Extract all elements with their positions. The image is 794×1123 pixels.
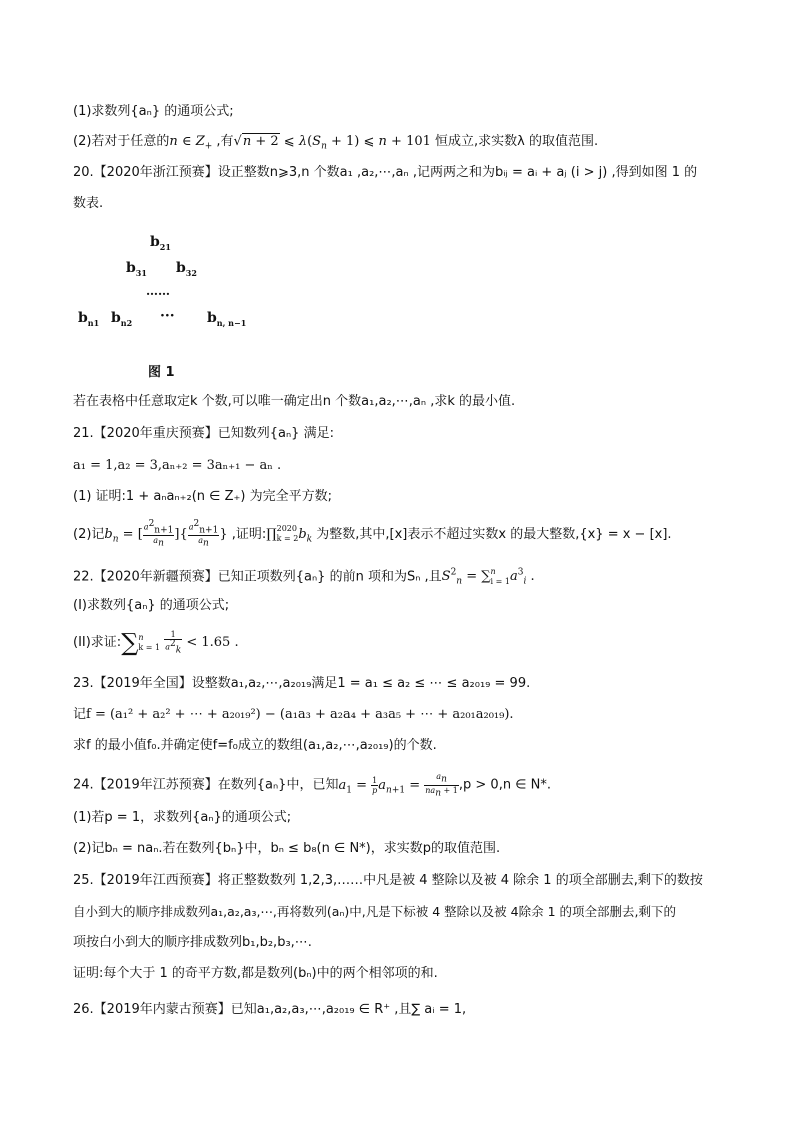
q20-stem: 20.【2020年浙江预赛】设正整数n⩾3,n 个数a₁ ,a₂,⋯,aₙ ,记两两之和为bᵢⱼ = aᵢ + aⱼ (i > j) ,得到如图 1 的 <box>73 165 698 180</box>
q25-prove: 证明:每个大于 1 的奇平方数,都是数列(bₙ)中的两个相邻项的和. <box>73 966 438 981</box>
q23-stem: 23.【2019年全国】设整数a₁,a₂,⋯,a₂₀₁₉满足1 = a₁ ≤ a₂ ≤ ⋯ ≤ a₂₀₁₉ = 99. <box>73 676 531 691</box>
q25-stem: 25.【2019年江西预赛】将正整数数列 1,2,3,……中凡是被 4 整除以及被 4 除余 1 的项全部删去,剩下的数按 <box>73 873 703 888</box>
q22-part2: (II)求证:∑ n k = 1 $\frac{1}{a^2_k}$ < 1.65 . <box>73 628 239 657</box>
cell-bnn-1: $b_{n, n-1}$ <box>207 310 247 328</box>
q25-stem-cont2: 项按白小到大的顺序排成数列b₁,b₂,b₃,⋯. <box>73 935 312 950</box>
q23-question: 求f 的最小值f₀.并确定使f=f₀成立的数组(a₁,a₂,⋯,a₂₀₁₉)的个数. <box>73 738 437 753</box>
cell-b32: $b_{32}$ <box>176 260 197 278</box>
cell-bn2: $b_{n2}$ <box>111 310 133 328</box>
q24-stem: 24.【2019年江苏预赛】在数列{aₙ}中，已知$a_1$ = $\frac{1}{p}$ $a_{n+1}$ = $\frac{a_n}{na_n + 1}$ ,p > 0,n ∈ N*. <box>73 772 552 799</box>
q21-part2: (2)记$b_n$ = [ $\frac{a^2_{n+1}}{a_n}$ ]{ $\frac{a^2_{n+1}}{a_n}$ } ,证明:∏ 2020 k = 2 $b_k$ 为整数,其中,[x]表示不超过实数x 的最大整数,{x} = x − [x]. <box>73 519 672 549</box>
q24-part2: (2)记bₙ = naₙ.若在数列{bₙ}中，bₙ ≤ b₈(n ∈ N*)，求实数p的取值范围. <box>73 841 501 856</box>
q24-part1: (1)若p = 1，求数列{aₙ}的通项公式; <box>73 810 292 825</box>
q20-question: 若在表格中任意取定k 个数,可以唯一确定出n 个数a₁,a₂,⋯,aₙ ,求k 的最小值. <box>73 394 516 409</box>
q26-stem: 26.【2019年内蒙古预赛】已知a₁,a₂,a₃,⋯,a₂₀₁₉ ∈ R⁺ ,且∑ aᵢ = 1, <box>73 1002 467 1017</box>
q19-part1: (1)求数列{aₙ} 的通项公式; <box>73 104 234 119</box>
q21-condition: a₁ = 1,a₂ = 3,aₙ₊₂ = 3aₙ₊₁ − aₙ . <box>73 458 282 473</box>
q21-stem: 21.【2020年重庆预赛】已知数列{aₙ} 满足: <box>73 426 334 441</box>
cell-bn1: $b_{n1}$ <box>78 310 100 328</box>
q19-part2: (2)若对于任意的n ∈ $Z_+$ ,有√n + 2 ⩽ $\lambda(S_n + 1)$ ⩽ n + 101 恒成立,求实数λ 的取值范围. <box>73 134 599 152</box>
cell-b21: $b_{21}$ <box>150 234 171 252</box>
dots-row: ··· <box>160 308 175 324</box>
q22-stem: 22.【2020年新疆预赛】已知正项数列{aₙ} 的前n 项和为Sₙ ,且$S^2_n$ = ∑ n i = 1 $a^3_i$ . <box>73 566 535 587</box>
q22-part1: (I)求数列{aₙ} 的通项公式; <box>73 598 230 613</box>
q25-stem-cont: 自小到大的顺序排成数列a₁,a₂,a₃,⋯,再将数列(aₙ)中,凡是下标被 4 整除以及被 4除余 1 的项全部删去,剩下的 <box>73 904 676 919</box>
cell-b31: $b_{31}$ <box>126 260 147 278</box>
q20-stem-cont: 数表. <box>73 196 104 211</box>
figure-caption: 图 1 <box>148 365 175 380</box>
dots-middle: …… <box>146 284 170 298</box>
q21-part1: (1) 证明:1 + aₙaₙ₊₂(n ∈ Z₊) 为完全平方数; <box>73 489 332 504</box>
q23-function: 记f = (a₁² + a₂² + ⋯ + a₂₀₁₉²) − (a₁a₃ + a₂a₄ + a₃a₅ + ⋯ + a₂₀₁a₂₀₁₉). <box>73 707 514 722</box>
